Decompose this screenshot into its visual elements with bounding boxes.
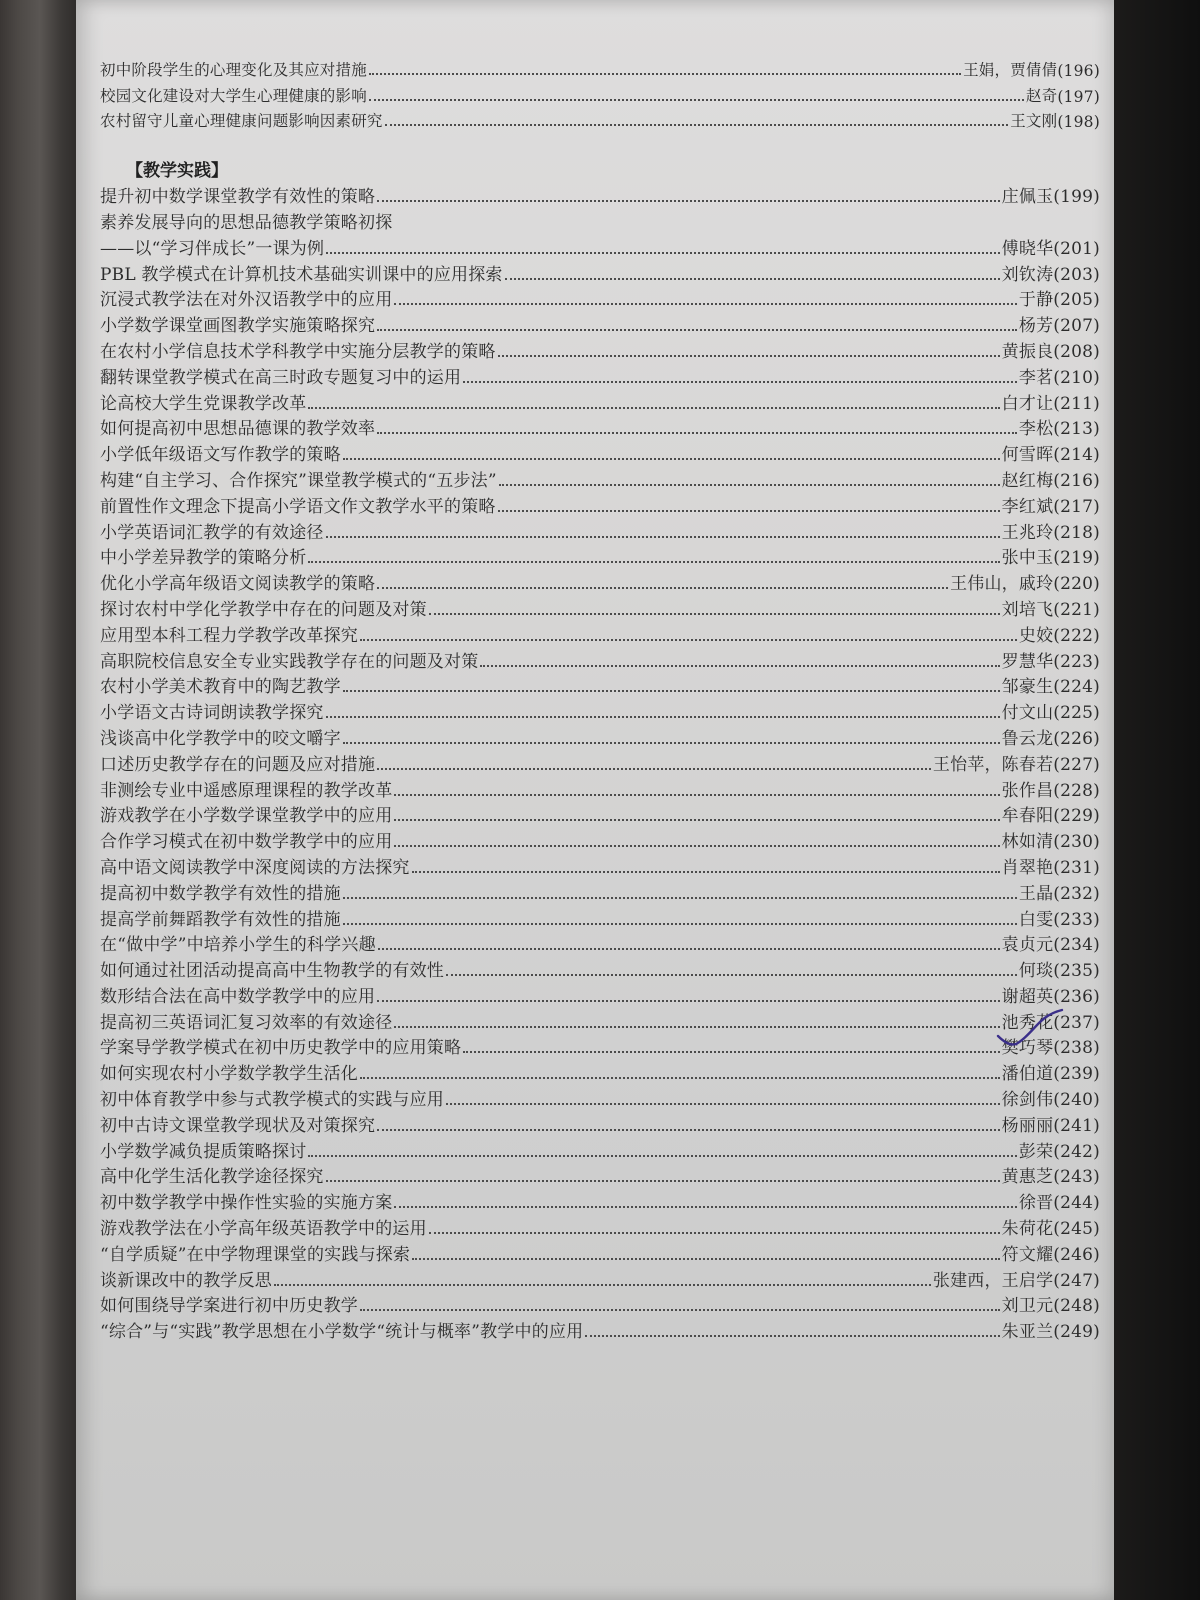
toc-entry	[100, 955, 1100, 981]
entry-author: 袁贞元	[1001, 935, 1054, 956]
entry-page-number: (242)	[1053, 1141, 1100, 1162]
toc-entry	[100, 723, 1100, 749]
entry-author: 牟春阳	[1001, 806, 1054, 827]
dot-leader	[480, 665, 999, 667]
entry-page-number: (241)	[1053, 1115, 1100, 1136]
toc-entry	[100, 904, 1100, 930]
toc-entry	[100, 233, 1100, 259]
entry-author: 刘钦涛	[1001, 264, 1054, 285]
dot-leader	[308, 561, 999, 563]
toc-entry	[100, 620, 1100, 646]
entry-page-number: (205)	[1053, 290, 1100, 311]
entry-author: 付文山	[1001, 703, 1054, 724]
dot-leader	[463, 1051, 999, 1053]
toc-entry	[100, 1084, 1100, 1110]
toc-entry	[100, 54, 1100, 80]
entry-author: 黄惠芝	[1001, 1167, 1054, 1188]
entry-page-number: (198)	[1057, 113, 1100, 132]
entry-page-number: (224)	[1053, 677, 1100, 698]
entry-page-number: (201)	[1053, 238, 1100, 259]
entry-page-number: (235)	[1053, 961, 1100, 982]
entry-author: 彭荣	[1018, 1141, 1054, 1162]
entry-page-number: (228)	[1053, 780, 1100, 801]
entry-page-number: (230)	[1053, 832, 1100, 853]
dot-leader	[377, 329, 1017, 331]
entry-author: 张中玉	[1001, 548, 1054, 569]
entry-page-number: (196)	[1057, 61, 1100, 80]
entry-author: 王娟，贾倩倩	[963, 60, 1058, 79]
dot-leader	[360, 1309, 1000, 1311]
dot-leader	[394, 845, 999, 847]
entry-title: 论高校大学生党课教学改革	[100, 393, 307, 414]
entry-title: 校园文化建设对大学生心理健康的影响	[100, 86, 367, 105]
entry-title: 探讨农村中学化学教学中存在的问题及对策	[100, 599, 427, 620]
entry-author: 谢超英	[1001, 986, 1054, 1007]
toc-entry	[100, 1007, 1100, 1033]
entry-author: 白雯	[1018, 909, 1054, 930]
toc-entry	[100, 672, 1100, 698]
toc-entry	[100, 1239, 1100, 1265]
dot-leader	[394, 794, 999, 796]
table-of-contents	[100, 54, 1100, 1342]
section-entry-list	[100, 181, 1100, 1342]
toc-entry	[100, 878, 1100, 904]
dot-leader	[585, 1335, 999, 1337]
toc-entry	[100, 981, 1100, 1007]
dot-leader	[377, 1129, 999, 1131]
toc-entry	[100, 1316, 1100, 1342]
entry-title: 高中语文阅读教学中深度阅读的方法探究	[100, 857, 410, 878]
dot-leader	[412, 1258, 999, 1260]
entry-page-number: (210)	[1053, 367, 1100, 388]
entry-page-number: (227)	[1053, 754, 1100, 775]
entry-title: 高职院校信息安全专业实践教学存在的问题及对策	[100, 651, 479, 672]
entry-author: 朱亚兰	[1001, 1322, 1054, 1343]
entry-author: 李红斌	[1001, 496, 1054, 517]
entry-author: 傅晓华	[1001, 238, 1054, 259]
entry-title: 提高初中数学教学有效性的措施	[100, 883, 341, 904]
entry-title: 提升初中数学课堂教学有效性的策略	[100, 187, 376, 208]
toc-entry	[100, 594, 1100, 620]
entry-title: 沉浸式教学法在对外汉语教学中的应用	[100, 290, 393, 311]
entry-title: 初中数学教学中操作性实验的实施方案	[100, 1193, 393, 1214]
entry-title: 如何提高初中思想品德课的教学效率	[100, 419, 376, 440]
entry-page-number: (249)	[1053, 1322, 1100, 1343]
toc-entry	[100, 259, 1100, 285]
dot-leader	[498, 355, 1000, 357]
toc-entry	[100, 568, 1100, 594]
entry-author: 潘伯道	[1001, 1064, 1054, 1085]
entry-title: 学案导学教学模式在初中历史教学中的应用策略	[100, 1038, 462, 1059]
entry-page-number: (245)	[1053, 1219, 1100, 1240]
entry-author: 于静	[1018, 290, 1054, 311]
entry-page-number: (221)	[1053, 599, 1100, 620]
entry-title: 非测绘专业中遥感原理课程的教学改革	[100, 780, 393, 801]
toc-entry	[100, 106, 1100, 132]
entry-author: 赵红梅	[1001, 470, 1054, 491]
entry-author: 符文耀	[1001, 1244, 1054, 1265]
dot-leader	[360, 639, 1017, 641]
toc-entry	[100, 285, 1100, 311]
entry-title: 浅谈高中化学教学中的咬文嚼字	[100, 728, 341, 749]
entry-page-number: (229)	[1053, 806, 1100, 827]
dot-leader	[385, 124, 1009, 126]
dot-leader	[505, 278, 1000, 280]
dot-leader	[343, 897, 1017, 899]
entry-page-number: (234)	[1053, 935, 1100, 956]
entry-title: 游戏教学在小学数学课堂教学中的应用	[100, 806, 393, 827]
entry-author: 何琰	[1018, 961, 1054, 982]
entry-title: PBL 教学模式在计算机技术基础实训课中的应用探索	[100, 264, 503, 285]
dot-leader	[378, 948, 1000, 950]
dot-leader	[343, 458, 1000, 460]
entry-page-number: (219)	[1053, 548, 1100, 569]
toc-entry	[100, 543, 1100, 569]
entry-page-number: (247)	[1053, 1270, 1100, 1291]
entry-author: 李茗	[1018, 367, 1054, 388]
entry-title: 翻转课堂教学模式在高三时政专题复习中的运用	[100, 367, 462, 388]
toc-entry	[100, 310, 1100, 336]
dot-leader	[308, 407, 999, 409]
dot-leader	[343, 742, 1000, 744]
book-page	[76, 0, 1114, 1600]
entry-author: 王文刚	[1010, 112, 1058, 131]
dot-leader	[394, 303, 1016, 305]
entry-title: 中小学差异教学的策略分析	[100, 548, 307, 569]
dot-leader	[394, 1026, 999, 1028]
entry-author: 白才让	[1001, 393, 1054, 414]
entry-title: 优化小学高年级语文阅读教学的策略	[100, 574, 376, 595]
toc-entry	[100, 388, 1100, 414]
entry-author: 赵奇	[1025, 86, 1058, 105]
entry-page-number: (231)	[1053, 857, 1100, 878]
entry-title: 小学数学减负提质策略探讨	[100, 1141, 307, 1162]
dot-leader	[394, 819, 999, 821]
entry-page-number: (222)	[1053, 625, 1100, 646]
entry-author: 朱荷花	[1001, 1219, 1054, 1240]
entry-page-number: (236)	[1053, 986, 1100, 1007]
entry-title: 高中化学生活化教学途径探究	[100, 1167, 324, 1188]
entry-page-number: (239)	[1053, 1064, 1100, 1085]
entry-title: 在农村小学信息技术学科教学中实施分层教学的策略	[100, 341, 496, 362]
toc-entry	[100, 1265, 1100, 1291]
dot-leader	[429, 613, 1000, 615]
toc-entry	[100, 1291, 1100, 1317]
dot-leader	[377, 432, 1017, 434]
entry-author: 黄振良	[1001, 341, 1054, 362]
entry-author: 徐晋	[1018, 1193, 1054, 1214]
entry-page-number: (217)	[1053, 496, 1100, 517]
entry-title: 应用型本科工程力学教学改革探究	[100, 625, 358, 646]
dot-leader	[394, 1206, 1016, 1208]
entry-title: 小学语文古诗词朗读教学探究	[100, 703, 324, 724]
dot-leader	[498, 510, 1000, 512]
toc-entry	[100, 465, 1100, 491]
entry-title: ——以“学习伴成长”一课为例	[100, 238, 325, 259]
toc-entry	[100, 80, 1100, 106]
dot-leader	[369, 99, 1024, 101]
entry-title: “综合”与“实践”教学思想在小学数学“统计与概率”教学中的应用	[100, 1322, 584, 1343]
toc-entry	[100, 1136, 1100, 1162]
entry-page-number: (208)	[1053, 341, 1100, 362]
entry-author: 刘培飞	[1001, 599, 1054, 620]
entry-author: 史姣	[1018, 625, 1054, 646]
entry-title: 如何围绕导学案进行初中历史教学	[100, 1296, 358, 1317]
entry-author: 徐剑伟	[1001, 1090, 1054, 1111]
toc-entry	[100, 336, 1100, 362]
entry-author: 王晶	[1018, 883, 1054, 904]
entry-page-number: (243)	[1053, 1167, 1100, 1188]
dot-leader	[326, 252, 999, 254]
entry-author: 何雪晖	[1001, 445, 1054, 466]
dot-leader	[412, 871, 1000, 873]
entry-author: 张作昌	[1001, 780, 1054, 801]
entry-page-number: (216)	[1053, 470, 1100, 491]
entry-page-number: (232)	[1053, 883, 1100, 904]
entry-title: 农村小学美术教育中的陶艺教学	[100, 677, 341, 698]
entry-title: 小学低年级语文写作教学的策略	[100, 445, 341, 466]
entry-author: 杨芳	[1018, 316, 1054, 337]
entry-page-number: (199)	[1053, 187, 1100, 208]
dot-leader	[326, 1180, 1000, 1182]
dot-leader	[377, 587, 948, 589]
entry-page-number: (240)	[1053, 1090, 1100, 1111]
entry-title: 如何通过社团活动提高高中生物教学的有效性	[100, 961, 444, 982]
entry-page-number: (213)	[1053, 419, 1100, 440]
entry-page-number: (218)	[1053, 522, 1100, 543]
entry-author: 杨丽丽	[1001, 1115, 1054, 1136]
entry-author: 王怡苹，陈春若	[932, 754, 1054, 775]
entry-page-number: (220)	[1053, 574, 1100, 595]
entry-title: 素养发展导向的思想品德教学策略初探	[100, 212, 393, 233]
dot-leader	[308, 1155, 1016, 1157]
dot-leader	[446, 1103, 1000, 1105]
dot-leader	[360, 1077, 1000, 1079]
dot-leader	[274, 1284, 931, 1286]
entry-author: 王兆玲	[1001, 522, 1054, 543]
toc-entry	[100, 646, 1100, 672]
dot-leader	[343, 690, 1000, 692]
entry-title: 提高初三英语词汇复习效率的有效途径	[100, 1012, 393, 1033]
entry-author: 林如清	[1001, 832, 1054, 853]
entry-page-number: (203)	[1053, 264, 1100, 285]
entry-author: 池秀花	[1001, 1012, 1054, 1033]
entry-author: 刘卫元	[1001, 1296, 1054, 1317]
toc-entry	[100, 362, 1100, 388]
entry-title: 谈新课改中的教学反思	[100, 1270, 272, 1291]
entry-author: 张建西，王启学	[932, 1270, 1054, 1291]
toc-entry	[100, 517, 1100, 543]
entry-page-number: (237)	[1053, 1012, 1100, 1033]
toc-entry	[100, 749, 1100, 775]
entry-title: 初中古诗文课堂教学现状及对策探究	[100, 1115, 376, 1136]
entry-page-number: (248)	[1053, 1296, 1100, 1317]
toc-entry	[100, 491, 1100, 517]
dot-leader	[377, 200, 999, 202]
entry-page-number: (225)	[1053, 703, 1100, 724]
entry-page-number: (233)	[1053, 909, 1100, 930]
entry-title: 小学数学课堂画图教学实施策略探究	[100, 316, 376, 337]
entry-title: 农村留守儿童心理健康问题影响因素研究	[100, 112, 383, 131]
entry-page-number: (244)	[1053, 1193, 1100, 1214]
entry-page-number: (223)	[1053, 651, 1100, 672]
entry-title: 口述历史教学存在的问题及应对措施	[100, 754, 376, 775]
dot-leader	[326, 536, 1000, 538]
entry-title: “自学质疑”在中学物理课堂的实践与探索	[100, 1244, 411, 1265]
toc-entry	[100, 1033, 1100, 1059]
entry-author: 庄佩玉	[1001, 187, 1054, 208]
dot-leader	[343, 923, 1017, 925]
toc-entry	[100, 1110, 1100, 1136]
entry-title: 合作学习模式在初中数学教学中的应用	[100, 832, 393, 853]
toc-entry	[100, 207, 1100, 233]
dot-leader	[429, 1232, 1000, 1234]
toc-entry	[100, 826, 1100, 852]
entry-page-number: (238)	[1053, 1038, 1100, 1059]
dot-leader	[377, 1000, 999, 1002]
dot-leader	[369, 73, 961, 75]
entry-author: 鲁云龙	[1001, 728, 1054, 749]
entry-page-number: (207)	[1053, 316, 1100, 337]
dot-leader	[446, 974, 1017, 976]
entry-title: 游戏教学法在小学高年级英语教学中的运用	[100, 1219, 427, 1240]
toc-entry	[100, 181, 1100, 207]
entry-author: 王伟山，戚玲	[950, 574, 1054, 595]
entry-title: 初中阶段学生的心理变化及其应对措施	[100, 60, 367, 79]
entry-page-number: (246)	[1053, 1244, 1100, 1265]
entry-author: 肖翠艳	[1001, 857, 1054, 878]
toc-entry	[100, 1213, 1100, 1239]
toc-entry	[100, 697, 1100, 723]
intro-entry-list	[100, 54, 1100, 131]
entry-title: 前置性作文理念下提高小学语文作文教学水平的策略	[100, 496, 496, 517]
toc-entry	[100, 439, 1100, 465]
entry-author: 罗慧华	[1001, 651, 1054, 672]
entry-author: 李松	[1018, 419, 1054, 440]
entry-title: 在“做中学”中培养小学生的科学兴趣	[100, 935, 376, 956]
toc-entry	[100, 1162, 1100, 1188]
dot-leader	[463, 381, 1017, 383]
dot-leader	[377, 768, 931, 770]
entry-page-number: (211)	[1053, 393, 1100, 414]
toc-entry	[100, 414, 1100, 440]
entry-page-number: (214)	[1053, 445, 1100, 466]
toc-entry	[100, 930, 1100, 956]
entry-title: 小学英语词汇教学的有效途径	[100, 522, 324, 543]
toc-entry	[100, 775, 1100, 801]
entry-title: 提高学前舞蹈教学有效性的措施	[100, 909, 341, 930]
toc-entry	[100, 852, 1100, 878]
entry-page-number: (226)	[1053, 728, 1100, 749]
entry-author: 邹豪生	[1001, 677, 1054, 698]
dot-leader	[326, 716, 1000, 718]
dark-edge	[1114, 0, 1200, 1600]
section-header: 【教学实践】	[126, 161, 228, 182]
toc-entry	[100, 1058, 1100, 1084]
dot-leader	[499, 484, 1000, 486]
handwritten-checkmark-icon	[994, 1006, 1066, 1052]
entry-title: 数形结合法在高中数学教学中的应用	[100, 986, 376, 1007]
entry-title: 初中体育教学中参与式教学模式的实践与应用	[100, 1090, 444, 1111]
entry-page-number: (197)	[1057, 87, 1100, 106]
toc-entry	[100, 1187, 1100, 1213]
entry-title: 构建“自主学习、合作探究”课堂教学模式的“五步法”	[100, 470, 497, 491]
entry-title: 如何实现农村小学数学教学生活化	[100, 1064, 358, 1085]
entry-author: 樊巧琴	[1001, 1038, 1054, 1059]
toc-entry	[100, 801, 1100, 827]
